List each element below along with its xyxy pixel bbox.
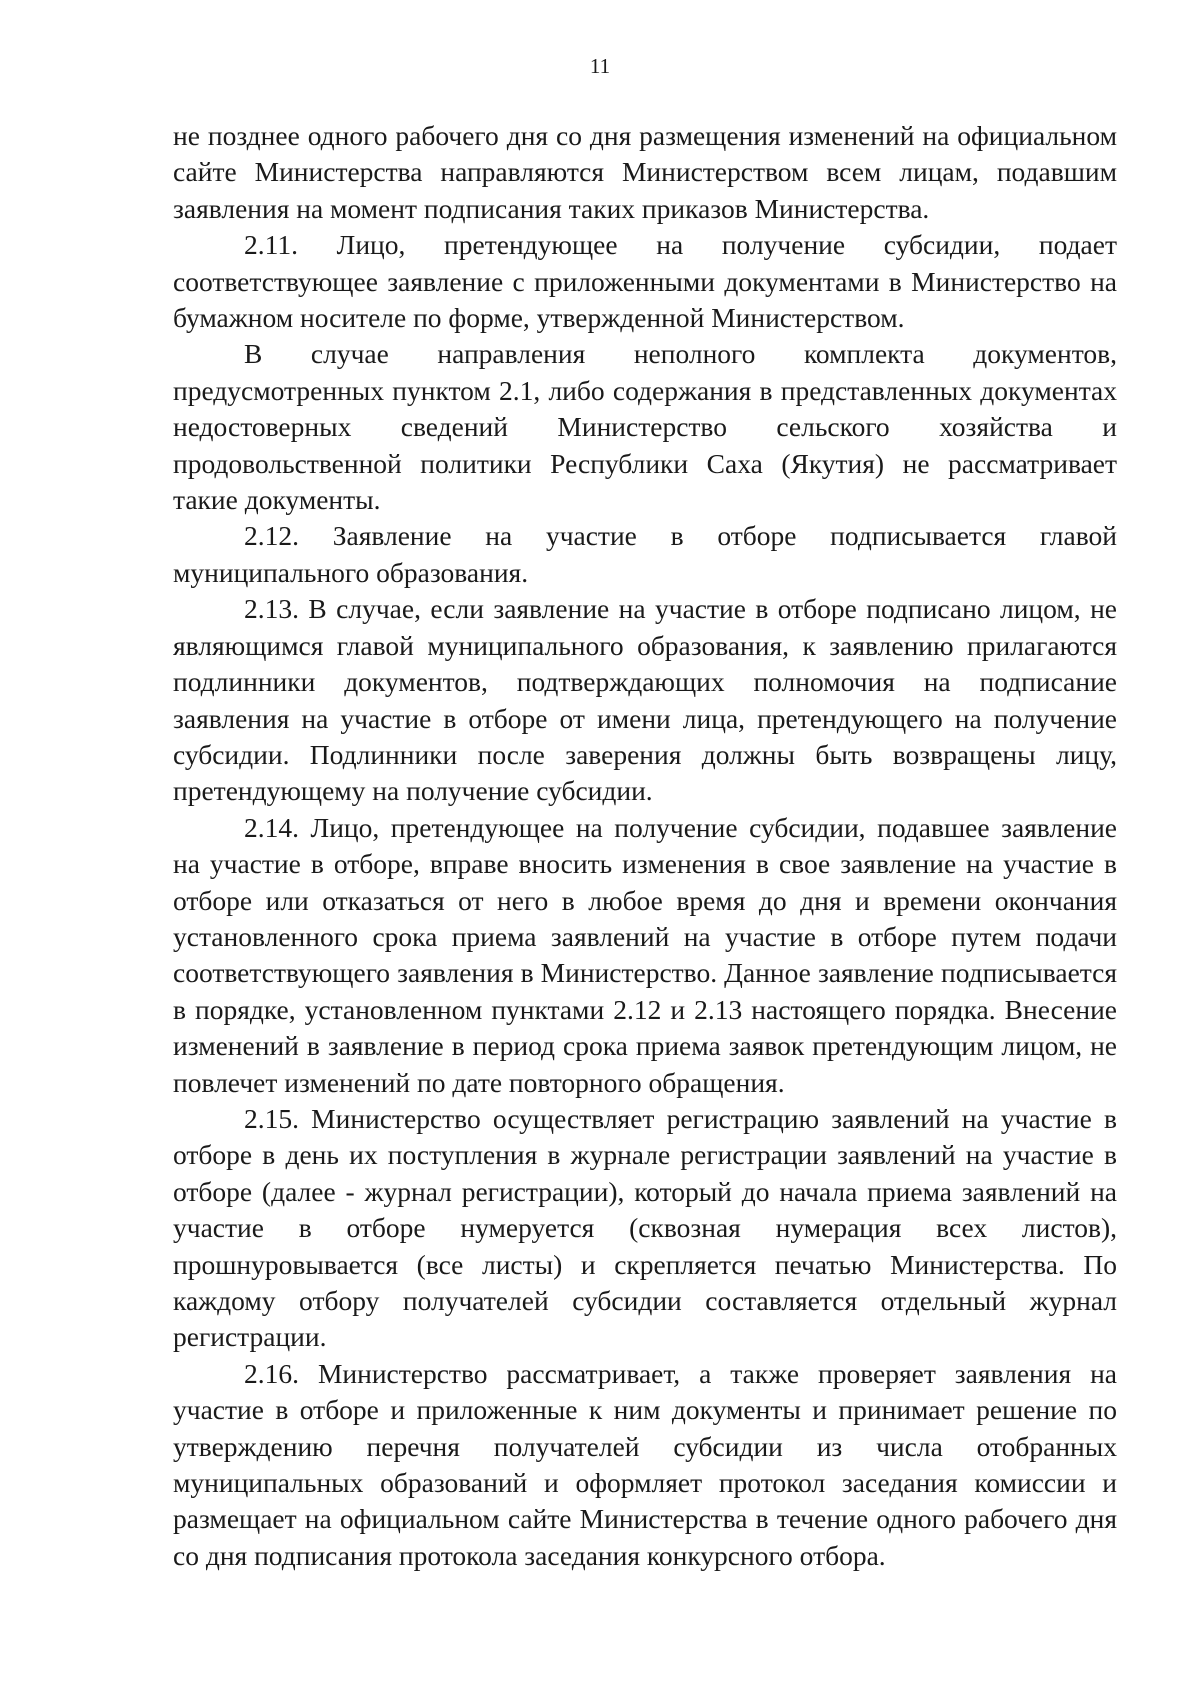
paragraph-incomplete-docs: В случае направления неполного комплекта документов, предусмотренных пунктом 2.1, либо содержания в представленных документах недостоверных сведений Министерство сельского хозяйства и продовольственной политики Республики Саха (Якутия) не рассматривает такие документы. [173,338,1117,516]
page-number: 11 [589,54,611,78]
paragraph-2-12: 2.12. Заявление на участие в отборе подписывается главой муниципального образования. [173,520,1117,588]
document-body [173,118,1117,1574]
paragraph-continuation: не позднее одного рабочего дня со дня размещения изменений на официальном сайте Министерства направляются Министерством всем лицам, подавшим заявления на момент подписания таких приказов Министерства. [173,120,1117,224]
paragraph-2-16: 2.16. Министерство рассматривает, а также проверяет заявления на участие в отборе и приложенные к ним документы и принимает решение по утверждению перечня получателей субсидии из числа отобранных муниципальных образований и оформляет протокол заседания комиссии и размещает на официальном сайте Министерства в течение одного рабочего дня со дня подписания протокола заседания конкурсного отбора. [173,1357,1117,1571]
paragraph-2-13: 2.13. В случае, если заявление на участие в отборе подписано лицом, не являющимся главой муниципального образования, к заявлению прилагаются подлинники документов, подтверждающих полномочия на подписание заявления на участие в отборе от имени лица, претендующего на получение субсидии. Подлинники после заверения должны быть возвращены лицу, претендующему на получение субсидии. [173,593,1117,807]
paragraph-2-15: 2.15. Министерство осуществляет регистрацию заявлений на участие в отборе в день их поступления в журнале регистрации заявлений на участие в отборе (далее - журнал регистрации), который до начала приема заявлений на участие в отборе нумеруется (сквозная нумерация всех листов), прошнуровывается (все листы) и скрепляется печатью Министерства. По каждому отбору получателей субсидии составляется отдельный журнал регистрации. [173,1102,1117,1353]
paragraph-2-14: 2.14. Лицо, претендующее на получение субсидии, подавшее заявление на участие в отборе, вправе вносить изменения в свое заявление на участие в отборе или отказаться от него в любое время до дня и времени окончания установленного срока приема заявлений на участие в отборе путем подачи соответствующего заявления в Министерство. Данное заявление подписывается в порядке, установленном пунктами 2.12 и 2.13 настоящего порядка. Внесение изменений в заявление в период срока приема заявок претендующим лицом, не повлечет изменений по дате повторного обращения. [173,811,1117,1098]
paragraph-2-11: 2.11. Лицо, претендующее на получение субсидии, подает соответствующее заявление с приложенными документами в Министерство на бумажном носителе по форме, утвержденной Министерством. [173,229,1117,334]
